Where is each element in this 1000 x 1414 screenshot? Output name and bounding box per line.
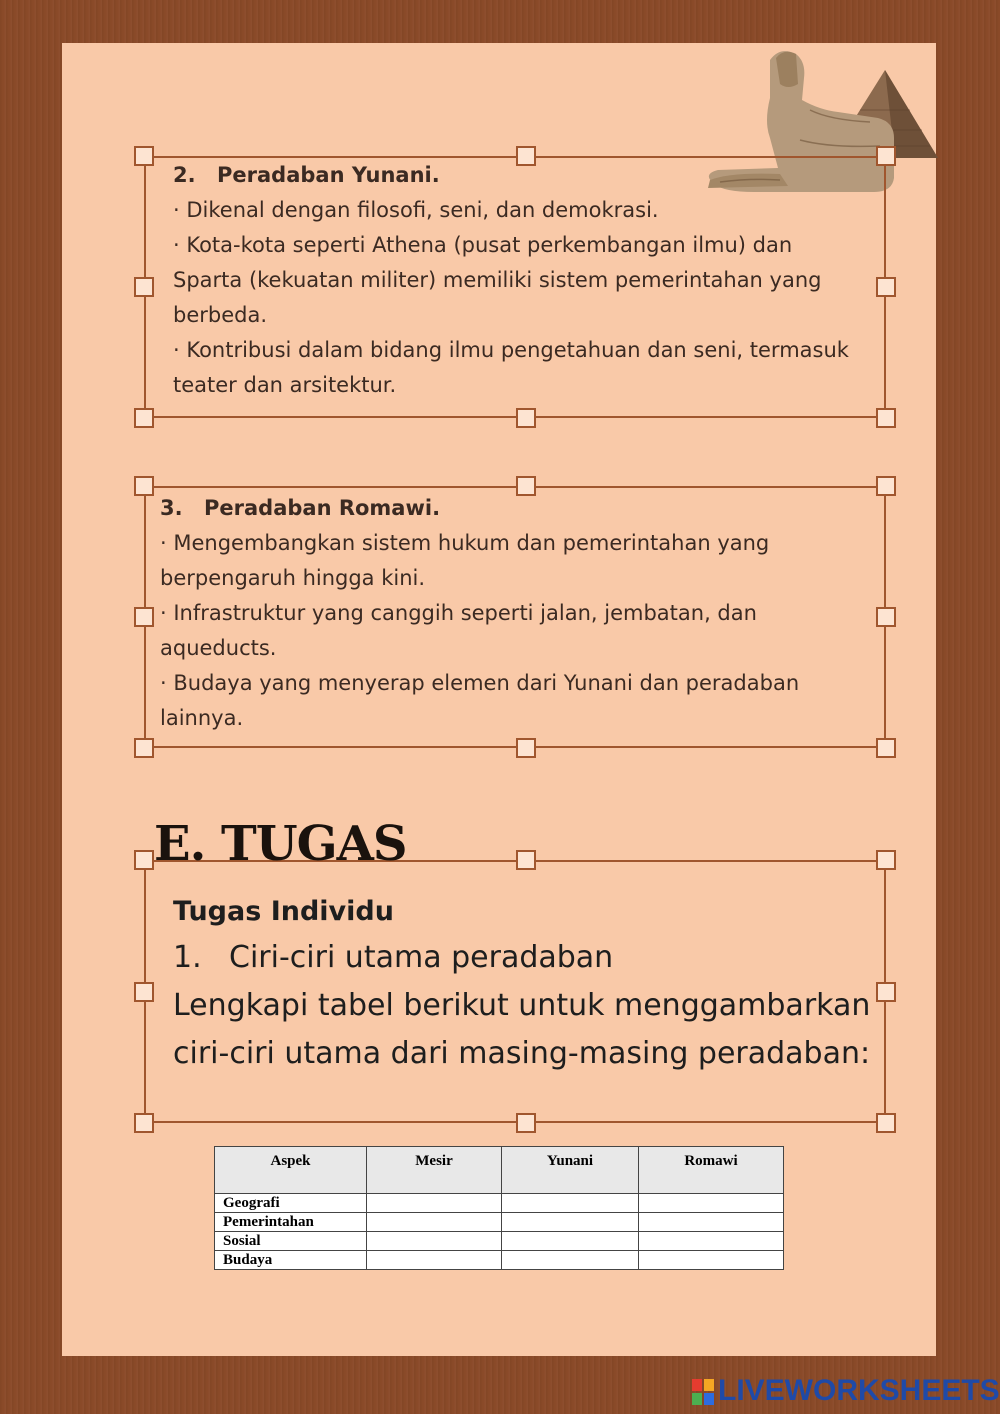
- resize-handle[interactable]: [876, 1113, 896, 1133]
- task-block: [173, 890, 870, 1078]
- resize-handle[interactable]: [516, 408, 536, 428]
- text-line: berbeda.: [173, 303, 268, 327]
- bullet-line: · Budaya yang menyerap elemen dari Yunani dan peradaban: [160, 671, 800, 695]
- row-label: Budaya: [215, 1251, 367, 1270]
- resize-handle[interactable]: [134, 738, 154, 758]
- answer-cell[interactable]: [639, 1232, 784, 1251]
- table-row: [215, 1213, 784, 1232]
- task-instruction: Lengkapi tabel berikut untuk menggambarkan: [173, 988, 871, 1023]
- row-label: Sosial: [215, 1232, 367, 1251]
- table-header: Mesir: [367, 1147, 502, 1194]
- table-header: Romawi: [639, 1147, 784, 1194]
- liveworksheets-logo-icon: [692, 1379, 714, 1405]
- resize-handle[interactable]: [134, 1113, 154, 1133]
- resize-handle[interactable]: [876, 607, 896, 627]
- resize-handle[interactable]: [876, 277, 896, 297]
- resize-handle[interactable]: [876, 146, 896, 166]
- resize-handle[interactable]: [516, 738, 536, 758]
- table-header: Yunani: [502, 1147, 639, 1194]
- resize-handle[interactable]: [134, 408, 154, 428]
- resize-handle[interactable]: [516, 850, 536, 870]
- row-label: Pemerintahan: [215, 1213, 367, 1232]
- task-item: 1. Ciri-ciri utama peradaban: [173, 940, 614, 975]
- resize-handle[interactable]: [134, 277, 154, 297]
- bullet-line: · Infrastruktur yang canggih seperti jalan, jembatan, dan: [160, 601, 757, 625]
- answer-cell[interactable]: [502, 1232, 639, 1251]
- text-line: aqueducts.: [160, 636, 277, 660]
- resize-handle[interactable]: [876, 982, 896, 1002]
- section-title: E. TUGAS: [154, 816, 407, 872]
- text-line: Sparta (kekuatan militer) memiliki sistem pemerintahan yang: [173, 268, 822, 292]
- resize-handle[interactable]: [134, 607, 154, 627]
- resize-handle[interactable]: [876, 850, 896, 870]
- bullet-line: · Dikenal dengan filosofi, seni, dan demokrasi.: [173, 198, 659, 222]
- resize-handle[interactable]: [134, 146, 154, 166]
- resize-handle[interactable]: [134, 850, 154, 870]
- resize-handle[interactable]: [876, 738, 896, 758]
- answer-cell[interactable]: [367, 1213, 502, 1232]
- task-subtitle: Tugas Individu: [173, 896, 394, 927]
- section-yunani: [173, 158, 849, 403]
- answer-cell[interactable]: [502, 1251, 639, 1270]
- resize-handle[interactable]: [516, 1113, 536, 1133]
- civilization-table: [214, 1146, 784, 1270]
- answer-cell[interactable]: [367, 1232, 502, 1251]
- bullet-line: · Mengembangkan sistem hukum dan pemerintahan yang: [160, 531, 770, 555]
- answer-cell[interactable]: [639, 1251, 784, 1270]
- answer-cell[interactable]: [367, 1251, 502, 1270]
- table-row: [215, 1194, 784, 1213]
- table-header: Aspek: [215, 1147, 367, 1194]
- table-row: [215, 1232, 784, 1251]
- bullet-line: · Kontribusi dalam bidang ilmu pengetahuan dan seni, termasuk: [173, 338, 849, 362]
- answer-cell[interactable]: [502, 1194, 639, 1213]
- resize-handle[interactable]: [134, 982, 154, 1002]
- liveworksheets-brand[interactable]: LIVEWORKSHEETS: [692, 1374, 1000, 1408]
- text-line: berpengaruh hingga kini.: [160, 566, 426, 590]
- text-line: lainnya.: [160, 706, 244, 730]
- answer-cell[interactable]: [367, 1194, 502, 1213]
- answer-cell[interactable]: [639, 1213, 784, 1232]
- answer-cell[interactable]: [502, 1213, 639, 1232]
- section-heading: 3. Peradaban Romawi.: [160, 496, 441, 520]
- text-line: teater dan arsitektur.: [173, 373, 397, 397]
- resize-handle[interactable]: [134, 476, 154, 496]
- bullet-line: · Kota-kota seperti Athena (pusat perkembangan ilmu) dan: [173, 233, 793, 257]
- row-label: Geografi: [215, 1194, 367, 1213]
- section-heading: 2. Peradaban Yunani.: [173, 163, 440, 187]
- table-row: [215, 1251, 784, 1270]
- answer-cell[interactable]: [639, 1194, 784, 1213]
- task-instruction: ciri-ciri utama dari masing-masing peradaban:: [173, 1036, 871, 1071]
- section-romawi: [160, 491, 799, 736]
- resize-handle[interactable]: [876, 476, 896, 496]
- resize-handle[interactable]: [876, 408, 896, 428]
